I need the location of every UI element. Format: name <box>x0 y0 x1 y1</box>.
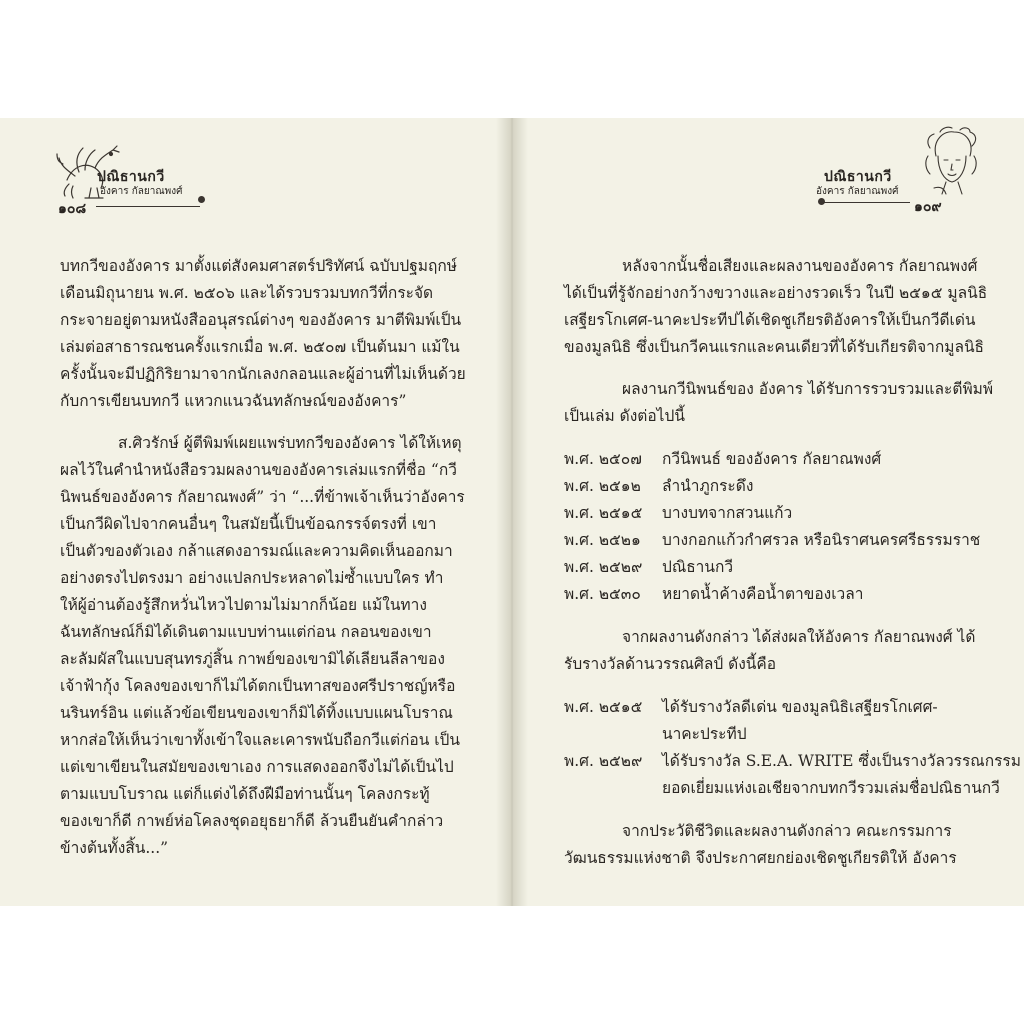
work-entry <box>564 446 994 473</box>
work-entry <box>564 473 994 500</box>
work-title: หยาดน้ำค้างคือน้ำตาของเวลา <box>662 585 864 603</box>
text-line: ผลงานกวีนิพนธ์ของ อังคาร ได้รับการรวบรวมและตีพิมพ์ <box>622 380 994 398</box>
work-title: บางบทจากสวนแก้ว <box>662 504 793 522</box>
paragraph-gap <box>564 678 994 694</box>
work-title: ปณิธานกวี <box>662 558 734 576</box>
award-entry-cont <box>564 775 1000 802</box>
text-line: นิพนธ์ของอังคาร กัลยาณพงศ์” ว่า “...ที่ข้าพเจ้าเห็นว่าอังคาร <box>60 488 465 506</box>
text-line: วัฒนธรรมแห่งชาติ จึงประกาศยกย่องเชิดชูเกียรติให้ อังคาร <box>564 849 957 867</box>
text-line: ได้เป็นที่รู้จักอย่างกว้างขวางและอย่างรวดเร็ว ในปี ๒๕๑๕ มูลนิธิ <box>564 284 988 302</box>
header-dot <box>198 196 205 203</box>
text-line: ละลัมผัสในแบบสุนทรภู่สิ้น กาพย์ของเขามิได้เลียนลีลาของ <box>60 650 445 668</box>
work-entry <box>564 500 994 527</box>
award-text: ได้รับรางวัลดีเด่น ของมูลนิธิเสฐียรโกเศศ- <box>662 698 938 716</box>
right-body-text <box>564 253 1021 872</box>
page-number: ๑๐๙ <box>914 199 942 215</box>
text-line: ของเขาก็ดี กาพย์ห่อโคลงชุดอยุธยาก็ดี ล้วนยืนยันคำกล่าว <box>60 812 444 830</box>
text-line: บทกวีของอังคาร มาตั้งแต่สังคมศาสตร์ปริทัศน์ ฉบับปฐมฤกษ์ <box>60 257 458 275</box>
award-entry-cont <box>564 721 994 748</box>
work-entry <box>564 527 994 554</box>
text-line: เดือนมิถุนายน พ.ศ. ๒๕๐๖ และได้รวบรวมบทกวีที่กระจัด <box>60 284 434 302</box>
award-entry <box>564 694 994 721</box>
header-subtitle: อังคาร กัลยาณพงศ์ <box>816 186 899 197</box>
poet-portrait-icon <box>920 126 982 196</box>
work-title: ลำนำภูกระดึง <box>662 477 754 495</box>
text-line: เป็นตัวของตัวเอง กล้าแสดงอารมณ์และความคิดเห็นออกมา <box>60 542 453 560</box>
text-line: นรินทร์อิน แต่แล้วข้อเขียนของเขาก็มิได้ทิ้งแบบแผนโบราณ <box>60 704 453 722</box>
text-line: รับรางวัลด้านวรรณศิลป์ ดังนี้คือ <box>564 655 777 673</box>
text-line: เล่มต่อสาธารณชนครั้งแรกเมื่อ พ.ศ. ๒๕๐๗ เป็นต้นมา แม้ใน <box>60 338 460 356</box>
award-text: ยอดเยี่ยมแห่งเอเชียจากบทกวีรวมเล่มชื่อปณิธานกวี <box>662 779 1000 797</box>
text-line: เป็นกวีผิดไปจากคนอื่นๆ ในสมัยนี้เป็นข้อฉกรรจ์ตรงที่ เขา <box>60 515 437 533</box>
text-line: ข้างต้นทั้งสิ้น...” <box>60 839 169 857</box>
left-body-text <box>60 253 466 862</box>
text-line: ผลไว้ในคำนำหนังสือรวมผลงานของอังคารเล่มแรกที่ชื่อ “กวี <box>60 461 457 479</box>
right-paragraph-3 <box>564 624 994 678</box>
work-year: พ.ศ. ๒๕๒๑ <box>564 531 641 549</box>
text-line: ฉันทลักษณ์ก็มิได้เดินตามแบบท่านแต่ก่อน กลอนของเขา <box>60 623 432 641</box>
text-line: ของมูลนิธิ ซึ่งเป็นกวีคนแรกและคนเดียวที่ได้รับเกียรติจากมูลนิธิ <box>564 338 985 356</box>
text-line: หากส่อให้เห็นว่าเขาทั้งเข้าใจและเคารพนับถือกวีแต่ก่อน เป็น <box>60 731 460 749</box>
left-paragraph-1 <box>60 253 466 415</box>
work-year: พ.ศ. ๒๕๒๙ <box>564 558 643 576</box>
text-line: เจ้าฟ้ากุ้ง โคลงของเขาก็ไม่ได้ตกเป็นทาสของศรีปราชญ์หรือ <box>60 677 456 695</box>
text-line: ตามแบบโบราณ แต่ก็แต่งได้ถึงฝีมือท่านนั้นๆ โคลงกระทู้ <box>60 785 430 803</box>
header-rule <box>824 202 910 203</box>
work-year: พ.ศ. ๒๕๑๕ <box>564 504 643 522</box>
awards-list <box>564 694 1021 802</box>
work-entry <box>564 554 994 581</box>
work-entry <box>564 581 994 608</box>
work-year: พ.ศ. ๒๕๐๗ <box>564 450 642 468</box>
paragraph-gap <box>564 361 994 376</box>
text-line: กับการเขียนบทกวี แหวกแนวฉันทลักษณ์ของอังคาร” <box>60 392 407 410</box>
paragraph-gap <box>564 608 994 624</box>
text-line: กระจายอยู่ตามหนังสืออนุสรณ์ต่างๆ ของอังคาร มาตีพิมพ์เป็น <box>60 311 462 329</box>
text-line: แต่เขาเขียนในสมัยของเขาเอง การแสดงออกจึงไม่ได้เป็นไป <box>60 758 454 776</box>
right-paragraph-2 <box>564 376 994 430</box>
award-text: นาคะประทีป <box>662 725 747 743</box>
work-year: พ.ศ. ๒๕๓๐ <box>564 585 641 603</box>
text-line: ส.ศิวรักษ์ ผู้ตีพิมพ์เผยแพร่บทกวีของอังคาร ได้ให้เหตุ <box>118 434 462 452</box>
header-title: ปณิธานกวี <box>97 169 165 185</box>
text-line: เป็นเล่ม ดังต่อไปนี้ <box>564 407 685 425</box>
paragraph-gap <box>564 430 994 446</box>
award-text: ได้รับรางวัล S.E.A. WRITE ซึ่งเป็นรางวัลวรรณกรรม <box>662 752 1021 770</box>
page-number: ๑๐๘ <box>58 201 87 217</box>
left-page <box>0 118 500 906</box>
text-line: จากประวัติชีวิตและผลงานดังกล่าว คณะกรรมการ <box>622 822 952 840</box>
header-subtitle: อังคาร กัลยาณพงศ์ <box>100 186 183 197</box>
paragraph-gap <box>564 802 994 818</box>
award-year: พ.ศ. ๒๕๒๙ <box>564 752 643 770</box>
text-line: ครั้งนั้นจะมีปฏิกิริยามาจากนักเลงกลอนและผู้อ่านที่ไม่เห็นด้วย <box>60 365 466 383</box>
text-line: เสฐียรโกเศศ-นาคะประทีปได้เชิดชูเกียรติอังคารให้เป็นกวีดีเด่น <box>564 311 976 329</box>
right-paragraph-1 <box>564 253 994 361</box>
award-year: พ.ศ. ๒๕๑๕ <box>564 698 643 716</box>
work-year: พ.ศ. ๒๕๑๒ <box>564 477 641 495</box>
header-rule <box>96 206 200 207</box>
award-entry <box>564 748 1021 775</box>
header-title: ปณิธานกวี <box>824 169 892 185</box>
text-line: อย่างตรงไปตรงมา อย่างแปลกประหลาดไม่ซ้ำแบบใคร ทำ <box>60 569 444 587</box>
work-title: บางกอกแก้วกำศรวล หรือนิราศนครศรีธรรมราช <box>662 531 981 549</box>
right-page <box>524 118 1024 906</box>
right-paragraph-4 <box>564 818 994 872</box>
work-title: กวีนิพนธ์ ของอังคาร กัลยาณพงศ์ <box>662 450 882 468</box>
paragraph-gap <box>60 415 460 430</box>
text-line: หลังจากนั้นชื่อเสียงและผลงานของอังคาร กัลยาณพงศ์ <box>622 257 978 275</box>
text-line: จากผลงานดังกล่าว ได้ส่งผลให้อังคาร กัลยาณพงศ์ ได้ <box>622 628 976 646</box>
text-line: ให้ผู้อ่านต้องรู้สึกหวั่นไหวไปตามไม่มากก็น้อย แม้ในทาง <box>60 596 427 614</box>
left-paragraph-2 <box>60 430 465 862</box>
works-list <box>564 446 994 608</box>
